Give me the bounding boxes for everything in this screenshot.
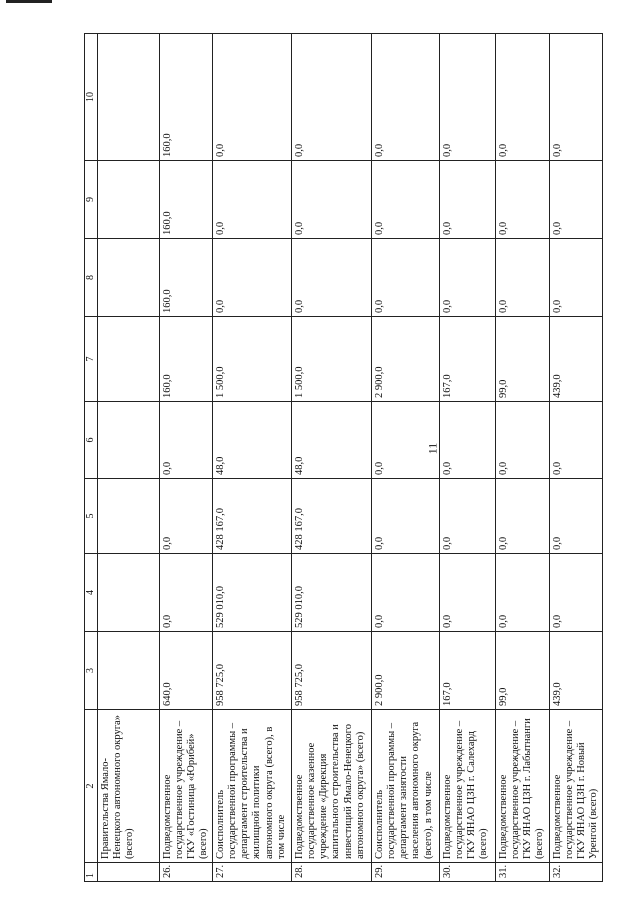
value-cell: 428 167,0 <box>213 479 292 554</box>
budget-table <box>84 33 603 882</box>
value-cell: 160,0 <box>160 317 213 402</box>
value-cell: 0,0 <box>496 402 549 479</box>
value-cell: 439,0 <box>549 632 602 710</box>
value-cell: 0,0 <box>549 34 602 161</box>
row-number-cell: 29. <box>372 863 440 882</box>
value-cell <box>98 239 160 317</box>
header-cell: 1 <box>85 863 98 882</box>
value-cell <box>98 317 160 402</box>
row-number-cell <box>98 863 160 882</box>
row-name-cell: Подведомственное государственное учреждение – ГКУ ЯНАО ЦЗН г. Новый Уренгой (всего) <box>549 710 602 863</box>
value-cell: 0,0 <box>496 34 549 161</box>
header-row <box>85 34 98 882</box>
value-cell <box>98 161 160 239</box>
value-cell: 0,0 <box>496 239 549 317</box>
value-cell: 0,0 <box>372 479 440 554</box>
header-cell: 5 <box>85 479 98 554</box>
value-cell: 167,0 <box>440 317 496 402</box>
row-number-cell: 26. <box>160 863 213 882</box>
value-cell <box>98 554 160 632</box>
value-cell: 48,0 <box>292 402 372 479</box>
value-cell <box>98 34 160 161</box>
header-cell: 3 <box>85 632 98 710</box>
value-cell: 428 167,0 <box>292 479 372 554</box>
value-cell: 439,0 <box>549 317 602 402</box>
row-name-cell: Соисполнитель государственной программы – департамент занятости населения автономного округа (всего), в том числе <box>372 710 440 863</box>
value-cell: 0,0 <box>440 34 496 161</box>
table-row <box>98 34 160 882</box>
value-cell: 0,0 <box>292 34 372 161</box>
value-cell: 529 010,0 <box>213 554 292 632</box>
value-cell: 0,0 <box>496 161 549 239</box>
rotated-table-wrapper <box>84 34 599 882</box>
value-cell: 1 500,0 <box>213 317 292 402</box>
value-cell: 0,0 <box>496 479 549 554</box>
row-number-cell: 28. <box>292 863 372 882</box>
row-name-cell: Подведомственное государственное учреждение – ГКУ ЯНАО ЦЗН г. Салехард (всего) <box>440 710 496 863</box>
value-cell: 0,0 <box>372 34 440 161</box>
value-cell: 0,0 <box>496 554 549 632</box>
value-cell: 160,0 <box>160 239 213 317</box>
value-cell: 0,0 <box>160 554 213 632</box>
table-row <box>213 34 292 882</box>
value-cell: 0,0 <box>440 554 496 632</box>
scan-mark <box>6 0 52 3</box>
value-cell: 0,0 <box>213 161 292 239</box>
value-cell: 99,0 <box>496 632 549 710</box>
value-cell: 0,0 <box>213 239 292 317</box>
value-cell: 958 725,0 <box>292 632 372 710</box>
header-cell: 4 <box>85 554 98 632</box>
value-cell: 1 500,0 <box>292 317 372 402</box>
value-cell: 99,0 <box>496 317 549 402</box>
value-cell: 0,0 <box>372 402 440 479</box>
header-cell: 8 <box>85 239 98 317</box>
value-cell: 0,0 <box>292 239 372 317</box>
value-cell: 640,0 <box>160 632 213 710</box>
header-cell: 7 <box>85 317 98 402</box>
table-row <box>549 34 602 882</box>
row-number-cell: 32. <box>549 863 602 882</box>
row-number-cell: 27. <box>213 863 292 882</box>
value-cell: 0,0 <box>440 402 496 479</box>
value-cell: 0,0 <box>549 402 602 479</box>
page-number: 11 <box>425 442 440 455</box>
value-cell: 48,0 <box>213 402 292 479</box>
value-cell: 0,0 <box>372 554 440 632</box>
value-cell: 0,0 <box>372 239 440 317</box>
row-name-cell: Правительства Ямало-Ненецкого автономного округа» (всего) <box>98 710 160 863</box>
table-body <box>85 34 603 882</box>
value-cell: 958 725,0 <box>213 632 292 710</box>
table-row <box>160 34 213 882</box>
value-cell: 2 900,0 <box>372 632 440 710</box>
table-row <box>440 34 496 882</box>
row-name-cell: Подведомственное государственное учреждение – ГКУ «Гостиница «Юрибей» (всего) <box>160 710 213 863</box>
value-cell: 160,0 <box>160 161 213 239</box>
value-cell: 0,0 <box>549 554 602 632</box>
header-cell: 10 <box>85 34 98 161</box>
row-name-cell: Подведомственное государственное казенное учреждение «Дирекция капитального строительства и инвестиций Ямало-Ненецкого автономного округа» (всего) <box>292 710 372 863</box>
header-cell: 2 <box>85 710 98 863</box>
value-cell: 0,0 <box>292 161 372 239</box>
value-cell: 160,0 <box>160 34 213 161</box>
value-cell: 0,0 <box>549 239 602 317</box>
row-number-cell: 31. <box>496 863 549 882</box>
value-cell: 0,0 <box>372 161 440 239</box>
value-cell: 0,0 <box>160 479 213 554</box>
value-cell: 2 900,0 <box>372 317 440 402</box>
value-cell: 0,0 <box>549 161 602 239</box>
row-name-cell: Подведомственное государственное учреждение – ГКУ ЯНАО ЦЗН г. Лабытнанги (всего) <box>496 710 549 863</box>
value-cell: 0,0 <box>440 239 496 317</box>
value-cell: 0,0 <box>549 479 602 554</box>
header-cell: 9 <box>85 161 98 239</box>
row-name-cell: Соисполнитель государственной программы – департамент строительства и жилищной политики автономного округа (всего), в том числе <box>213 710 292 863</box>
value-cell: 0,0 <box>160 402 213 479</box>
value-cell: 0,0 <box>213 34 292 161</box>
header-cell: 6 <box>85 402 98 479</box>
value-cell <box>98 479 160 554</box>
value-cell: 529 010,0 <box>292 554 372 632</box>
value-cell <box>98 402 160 479</box>
value-cell: 0,0 <box>440 479 496 554</box>
table-row <box>496 34 549 882</box>
value-cell <box>98 632 160 710</box>
table-row <box>372 34 440 882</box>
table-row <box>292 34 372 882</box>
row-number-cell: 30. <box>440 863 496 882</box>
value-cell: 0,0 <box>440 161 496 239</box>
value-cell: 167,0 <box>440 632 496 710</box>
